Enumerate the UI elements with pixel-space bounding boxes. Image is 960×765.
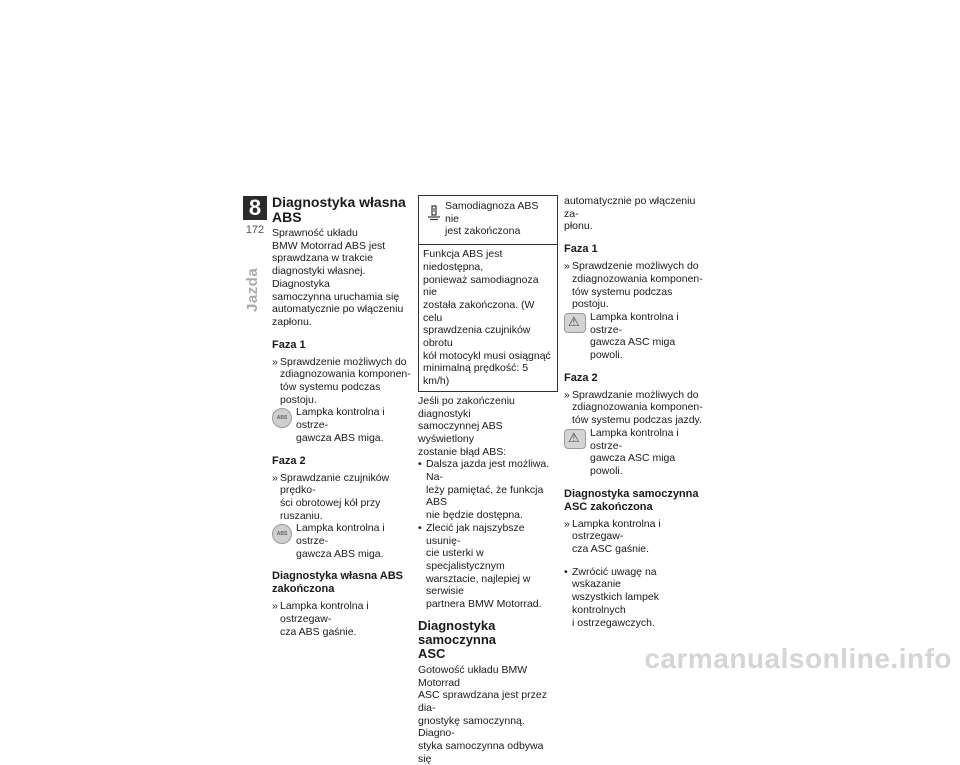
- bullet-item: • Zlecić jak najszybsze usunię- cie usterki w specjalistycznym warsztacie, najlepiej w serwisie partnera BMW Motorrad.: [418, 521, 542, 611]
- arrow-mark: »: [564, 388, 570, 401]
- abs-error-paragraph: Jeśli po zakończeniu diagnostyki samoczynnej ABS wyświetlony zostanie błąd ABS:: [418, 394, 515, 458]
- notice-box-body: Funkcja ABS jest niedostępna, ponieważ samodiagnoza nie została zakończona. (W celu sprawdzenia czujników obrotu kół motocykl musi osiągnąć minimalną prędkość: 5 km/h): [423, 248, 551, 388]
- arrow-mark: »: [564, 260, 570, 273]
- abs-warning-lamp-icon: ABS: [272, 408, 292, 428]
- abs-intro-paragraph: Sprawność układu BMW Motorrad ABS jest sprawdzana w trakcie diagnostyki własnej. Diagnostyka samoczynna uruchamia się automatycznie po włączeniu zapłonu.: [272, 227, 404, 328]
- abs-phase2-title: Faza 2: [272, 454, 306, 467]
- arrow-mark: »: [272, 600, 278, 613]
- abs-phase1-title: Faza 1: [272, 338, 306, 351]
- watermark: carmanualsonline.info: [644, 643, 952, 674]
- asc-intro-paragraph: Gotowość układu BMW Motorrad ASC sprawdzana jest przez dia- gnostykę samoczynną. Diagno- styka samoczynna odbywa się: [418, 663, 547, 765]
- bullet-item: • Zwrócić uwagę na wskazanie wszystkich lampek kontrolnych i ostrzegawczych.: [564, 565, 659, 629]
- arrow-mark: »: [564, 517, 570, 530]
- asc-phase1-title: Faza 1: [564, 243, 598, 256]
- abs-phase1-step: » Sprawdzenie możliwych do zdiagnozowania komponen- tów systemu podczas postoju.: [272, 355, 411, 406]
- bullet-mark: •: [418, 458, 422, 471]
- asc-phase2-step: » Sprawdzanie możliwych do zdiagnozowania komponen- tów systemu podczas jazdy.: [564, 388, 703, 427]
- bullet-mark: •: [418, 521, 422, 534]
- page-number: 172: [245, 224, 265, 236]
- asc-phase2-lamp-note: ⚠ Lampka kontrolna i ostrze- gawcza ASC miga powoli.: [564, 427, 704, 478]
- asc-phase1-lamp-note: ⚠ Lampka kontrolna i ostrze- gawcza ASC miga powoli.: [564, 311, 704, 362]
- asc-phase1-step: » Sprawdzenie możliwych do zdiagnozowania komponen- tów systemu podczas postoju.: [564, 260, 703, 311]
- asc-diagnosis-complete-title: Diagnostyka samoczynna ASC zakończona: [564, 487, 699, 513]
- chapter-number-badge: 8: [243, 196, 267, 220]
- info-note-icon: [423, 200, 445, 238]
- abs-warning-lamp-icon: ABS: [272, 524, 292, 544]
- asc-complete-step: » Lampka kontrolna i ostrzegaw- cza ASC gaśnie.: [564, 517, 661, 556]
- column-2: [418, 195, 558, 765]
- chapter-side-title: Jazda: [244, 267, 261, 312]
- arrow-mark: »: [272, 471, 278, 484]
- section-heading-abs-self-diagnosis: Diagnostyka własna ABS: [272, 194, 406, 225]
- asc-phase2-title: Faza 2: [564, 371, 598, 384]
- asc-warning-triangle-icon: ⚠: [564, 313, 586, 333]
- abs-phase2-step: » Sprawdzanie czujników prędko- ści obrotowej kół przy ruszaniu.: [272, 471, 390, 522]
- abs-diagnosis-complete-title: Diagnostyka własna ABS zakończona: [272, 570, 404, 596]
- notice-box-header: Samodiagnoza ABS nie jest zakończona: [419, 196, 557, 245]
- bullet-mark: •: [564, 565, 568, 578]
- abs-complete-step: » Lampka kontrolna i ostrzegaw- cza ABS gaśnie.: [272, 600, 369, 638]
- section-heading-asc-self-diagnosis: Diagnostyka samoczynna ASC: [418, 617, 497, 661]
- bullet-item: • Dalsza jazda jest możliwa. Na- leży pamiętać, że funkcja ABS nie będzie dostępna.: [418, 458, 550, 522]
- abs-phase1-lamp-note: ABS Lampka kontrolna i ostrze- gawcza ABS miga.: [272, 406, 412, 444]
- notice-box: [418, 195, 558, 392]
- arrow-mark: »: [272, 355, 278, 368]
- column-3: [564, 195, 704, 629]
- abs-phase2-lamp-note: ABS Lampka kontrolna i ostrze- gawcza ABS miga.: [272, 522, 412, 560]
- asc-warning-triangle-icon: ⚠: [564, 429, 586, 449]
- asc-intro-continued: automatycznie po włączeniu za- płonu.: [564, 195, 696, 233]
- column-1: [272, 195, 412, 639]
